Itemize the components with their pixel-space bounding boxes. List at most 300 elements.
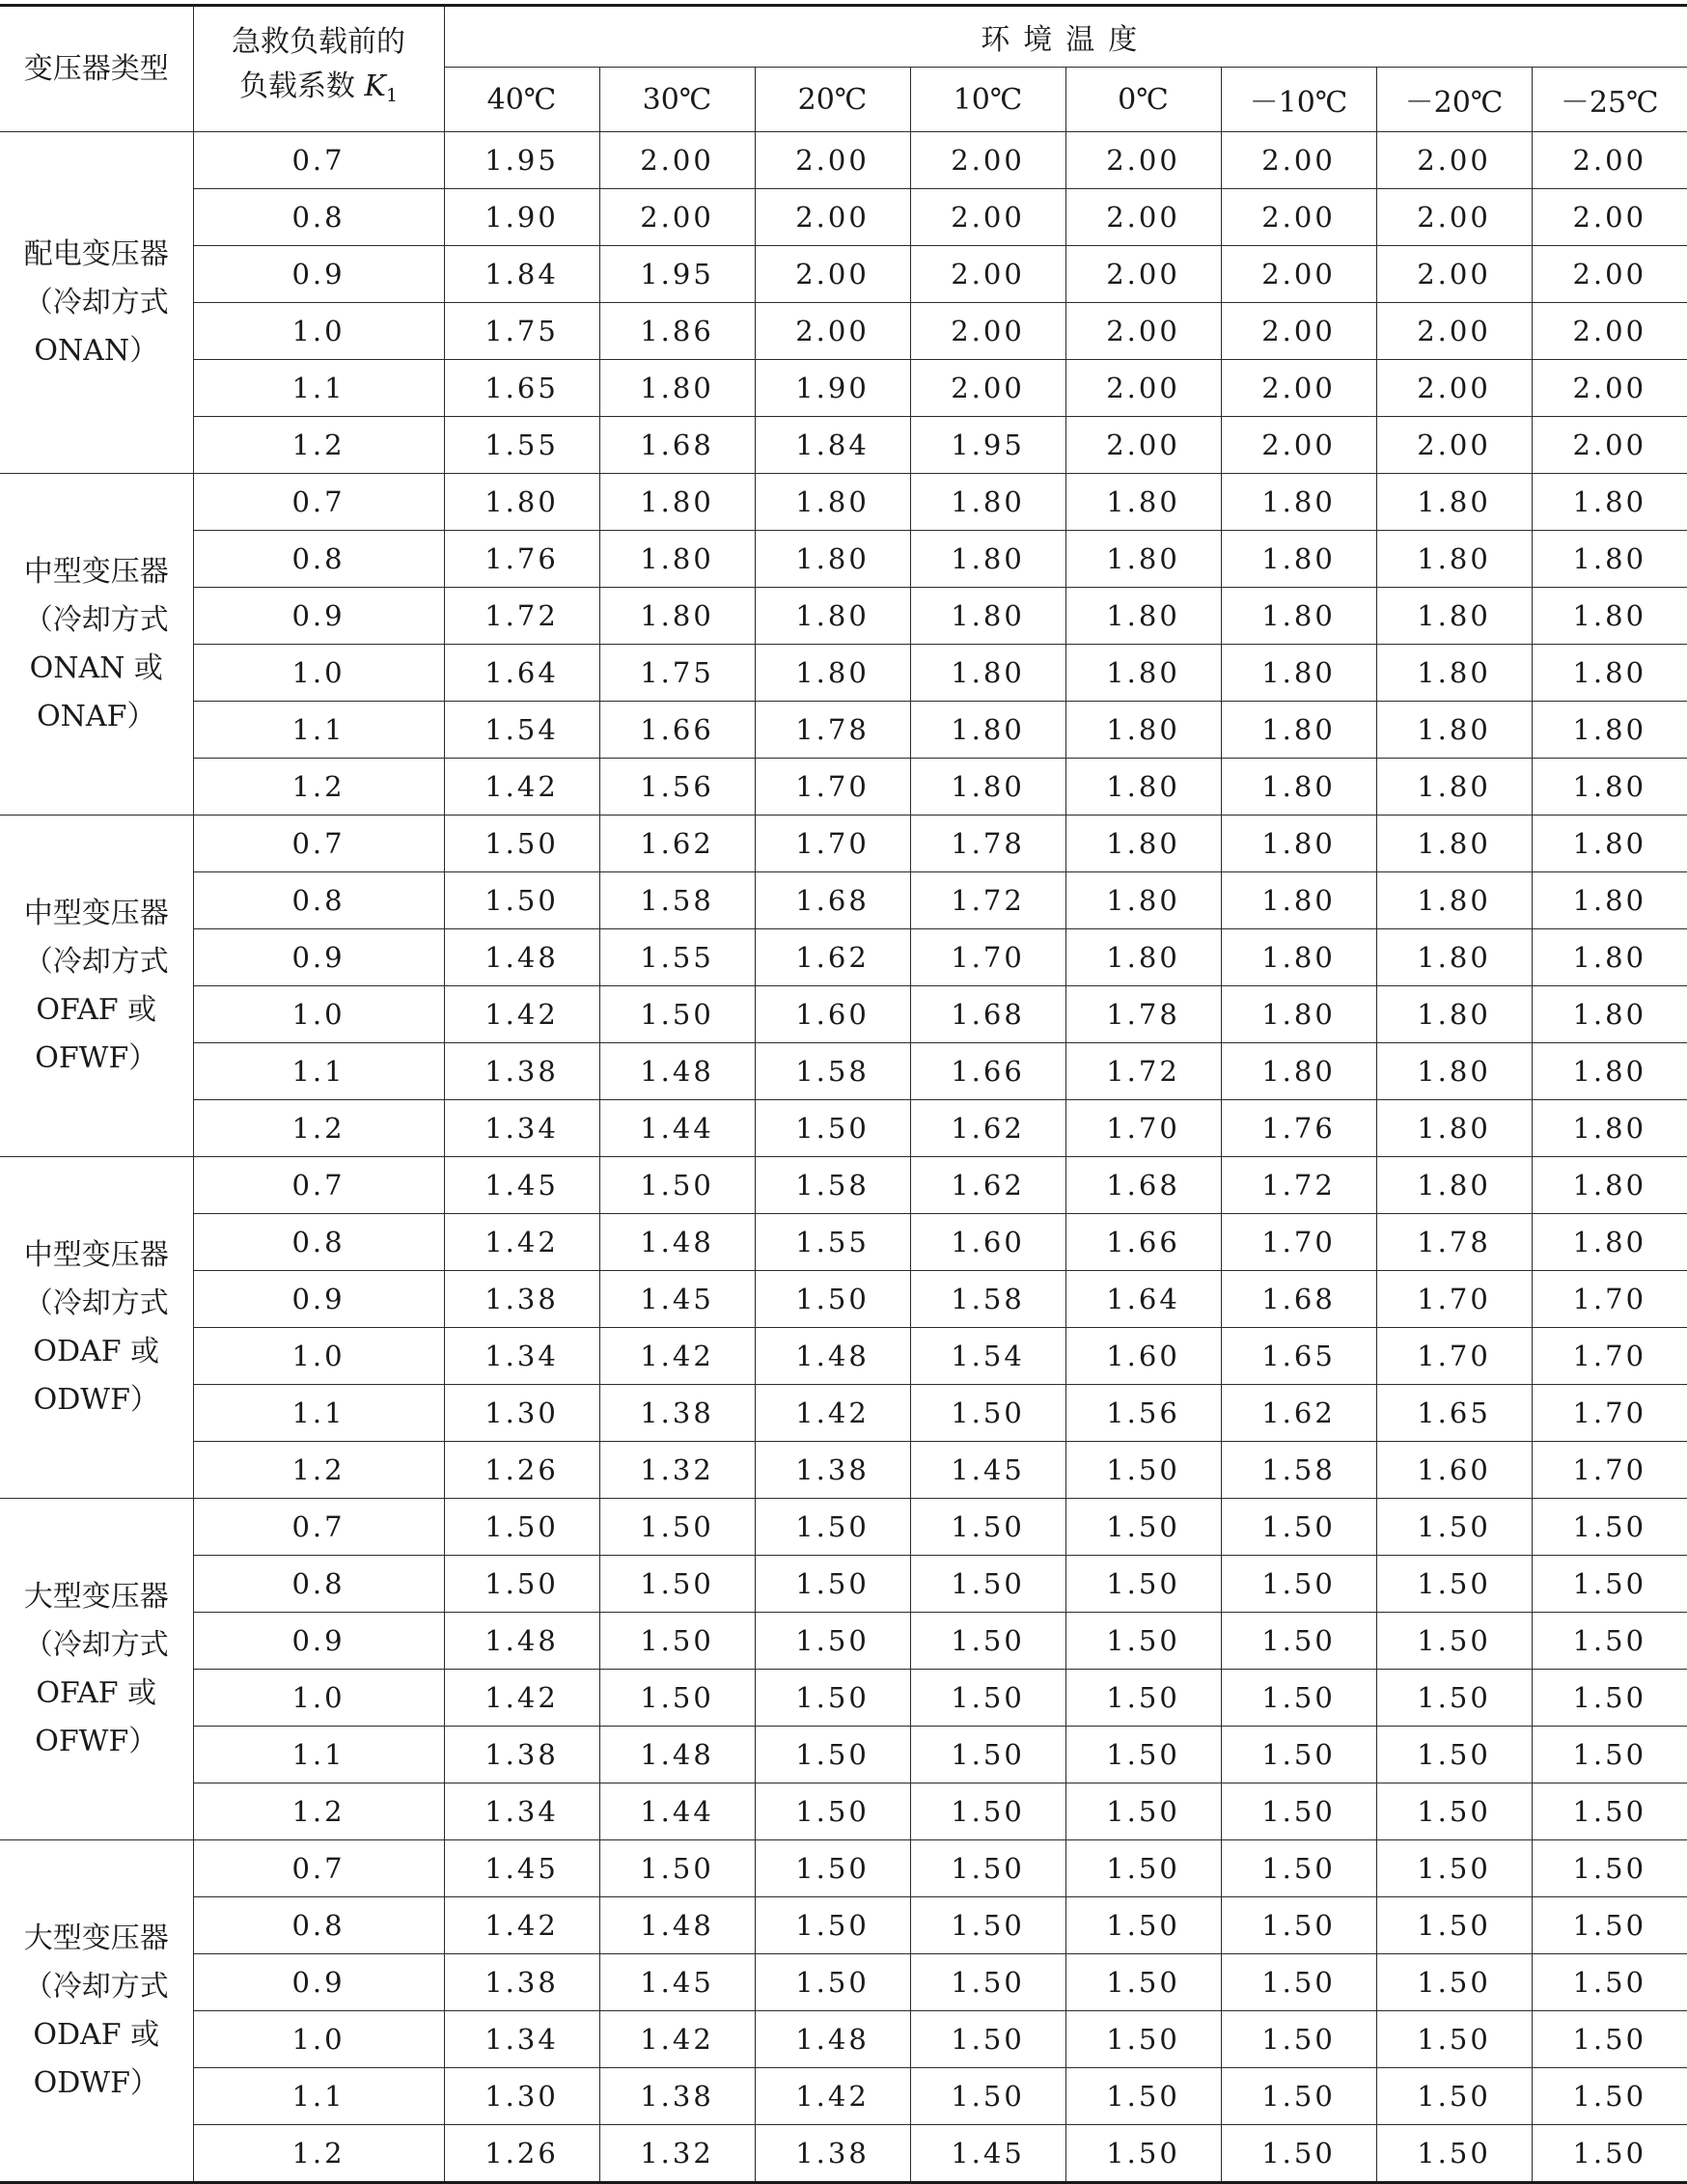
overload-factor-cell: 1.45 xyxy=(599,1954,755,2011)
overload-factor-cell: 2.00 xyxy=(910,303,1065,360)
overload-factor-cell: 1.50 xyxy=(1532,2068,1687,2125)
overload-factor-cell: 1.48 xyxy=(599,1214,755,1271)
transformer-type-header: 变压器类型 xyxy=(0,6,193,132)
overload-factor-cell: 1.50 xyxy=(1532,2011,1687,2068)
overload-factor-cell: 1.50 xyxy=(1065,1556,1221,1613)
overload-factor-cell: 1.50 xyxy=(1221,2125,1376,2183)
table-row xyxy=(0,2011,1687,2068)
load-factor-cell: 1.2 xyxy=(193,759,444,816)
overload-factor-cell: 1.45 xyxy=(910,1442,1065,1499)
overload-factor-cell: 2.00 xyxy=(1065,303,1221,360)
transformer-type-line: 大型变压器 xyxy=(23,1579,169,1614)
transformer-type-line: OFWF） xyxy=(35,1724,158,1758)
transformer-type-cell xyxy=(0,474,193,816)
overload-factor-cell: 1.50 xyxy=(1065,1499,1221,1556)
load-factor-cell: 0.8 xyxy=(193,872,444,929)
transformer-type-line: OFWF） xyxy=(35,1040,158,1075)
overload-factor-cell: 1.70 xyxy=(1065,1100,1221,1157)
load-factor-cell: 0.9 xyxy=(193,1613,444,1670)
overload-factor-cell: 2.00 xyxy=(910,246,1065,303)
overload-factor-cell: 1.42 xyxy=(444,1897,599,1954)
overload-factor-cell: 1.50 xyxy=(755,1100,910,1157)
overload-factor-cell: 1.78 xyxy=(1376,1214,1532,1271)
overload-factor-cell: 1.50 xyxy=(1532,1556,1687,1613)
overload-factor-cell: 1.80 xyxy=(1532,702,1687,759)
overload-factor-cell: 1.48 xyxy=(444,929,599,986)
overload-factor-cell: 1.50 xyxy=(1221,2068,1376,2125)
overload-factor-cell: 2.00 xyxy=(1532,417,1687,474)
table-row xyxy=(0,702,1687,759)
load-factor-cell: 0.9 xyxy=(193,1954,444,2011)
overload-factor-cell: 1.55 xyxy=(444,417,599,474)
overload-factor-cell: 1.68 xyxy=(1065,1157,1221,1214)
overload-factor-cell: 1.50 xyxy=(1221,1897,1376,1954)
overload-factor-cell: 1.70 xyxy=(755,759,910,816)
table-row xyxy=(0,132,1687,189)
overload-factor-cell: 1.80 xyxy=(1532,872,1687,929)
overload-factor-cell: 1.55 xyxy=(599,929,755,986)
load-factor-cell: 0.9 xyxy=(193,588,444,645)
overload-factor-cell: 1.80 xyxy=(1532,588,1687,645)
table-row xyxy=(0,1499,1687,1556)
table-row xyxy=(0,1442,1687,1499)
overload-factor-cell: 1.80 xyxy=(599,531,755,588)
transformer-type-cell xyxy=(0,816,193,1157)
overload-factor-cell: 1.50 xyxy=(1221,1954,1376,2011)
table-row xyxy=(0,759,1687,816)
overload-factor-cell: 1.48 xyxy=(755,1328,910,1385)
overload-factor-cell: 2.00 xyxy=(1221,360,1376,417)
overload-factor-cell: 1.80 xyxy=(1065,588,1221,645)
load-factor-cell: 1.2 xyxy=(193,1100,444,1157)
overload-factor-cell: 1.50 xyxy=(1376,1727,1532,1783)
table-row xyxy=(0,986,1687,1043)
temperature-header-cell: 30℃ xyxy=(599,68,755,132)
overload-factor-cell: 1.50 xyxy=(910,1385,1065,1442)
overload-factor-cell: 1.68 xyxy=(910,986,1065,1043)
overload-factor-cell: 1.50 xyxy=(1221,1556,1376,1613)
table-row xyxy=(0,929,1687,986)
load-factor-cell: 1.1 xyxy=(193,1385,444,1442)
overload-factor-cell: 1.50 xyxy=(755,1840,910,1897)
overload-factor-cell: 2.00 xyxy=(1221,303,1376,360)
overload-factor-cell: 1.50 xyxy=(1376,2125,1532,2183)
overload-factor-cell: 1.50 xyxy=(1376,1840,1532,1897)
overload-factor-cell: 1.50 xyxy=(599,986,755,1043)
load-factor-cell: 0.9 xyxy=(193,1271,444,1328)
overload-factor-cell: 1.80 xyxy=(1065,702,1221,759)
overload-factor-cell: 1.50 xyxy=(910,1670,1065,1727)
overload-factor-cell: 1.80 xyxy=(755,531,910,588)
overload-factor-cell: 1.50 xyxy=(755,1897,910,1954)
overload-factor-cell: 1.50 xyxy=(910,1727,1065,1783)
transformer-type-line: ONAF） xyxy=(37,699,156,733)
overload-factor-cell: 1.50 xyxy=(1221,2011,1376,2068)
load-factor-cell: 1.2 xyxy=(193,2125,444,2183)
overload-factor-cell: 1.50 xyxy=(1532,1783,1687,1840)
overload-factor-cell: 1.50 xyxy=(1065,1897,1221,1954)
overload-factor-cell: 2.00 xyxy=(1376,417,1532,474)
overload-factor-cell: 1.30 xyxy=(444,2068,599,2125)
overload-factor-cell: 1.80 xyxy=(1376,531,1532,588)
load-factor-cell: 1.2 xyxy=(193,1442,444,1499)
overload-factor-cell: 1.58 xyxy=(755,1157,910,1214)
transformer-type-line: （冷却方式 xyxy=(23,944,169,979)
table-row xyxy=(0,645,1687,702)
overload-factor-cell: 1.26 xyxy=(444,1442,599,1499)
load-factor-cell: 1.2 xyxy=(193,1783,444,1840)
overload-factor-cell: 1.50 xyxy=(1376,1499,1532,1556)
table-row xyxy=(0,1157,1687,1214)
overload-factor-cell: 1.38 xyxy=(444,1043,599,1100)
overload-factor-cell: 1.68 xyxy=(1221,1271,1376,1328)
overload-factor-cell: 1.50 xyxy=(1532,1897,1687,1954)
overload-factor-cell: 1.72 xyxy=(910,872,1065,929)
overload-factor-cell: 1.90 xyxy=(755,360,910,417)
table-row xyxy=(0,588,1687,645)
overload-factor-cell: 2.00 xyxy=(910,189,1065,246)
overload-factor-cell: 1.50 xyxy=(1065,2068,1221,2125)
table-row xyxy=(0,1271,1687,1328)
overload-factor-cell: 1.54 xyxy=(910,1328,1065,1385)
overload-factor-cell: 1.95 xyxy=(599,246,755,303)
overload-factor-cell: 2.00 xyxy=(1376,360,1532,417)
overload-factor-cell: 1.58 xyxy=(1221,1442,1376,1499)
overload-factor-cell: 1.50 xyxy=(599,1840,755,1897)
overload-factor-cell: 1.34 xyxy=(444,2011,599,2068)
table-row xyxy=(0,1100,1687,1157)
overload-factor-cell: 1.50 xyxy=(1376,1783,1532,1840)
overload-factor-cell: 1.60 xyxy=(910,1214,1065,1271)
overload-factor-cell: 1.42 xyxy=(599,2011,755,2068)
overload-factor-cell: 1.50 xyxy=(910,2011,1065,2068)
overload-factor-cell: 1.50 xyxy=(755,1954,910,2011)
overload-factor-cell: 1.80 xyxy=(1376,702,1532,759)
overload-factor-cell: 1.65 xyxy=(1376,1385,1532,1442)
overload-factor-cell: 1.50 xyxy=(755,1556,910,1613)
overload-factor-cell: 2.00 xyxy=(1376,246,1532,303)
overload-factor-cell: 1.80 xyxy=(1221,872,1376,929)
overload-factor-cell: 1.80 xyxy=(1221,759,1376,816)
table-row xyxy=(0,531,1687,588)
table-row xyxy=(0,2125,1687,2183)
overload-factor-cell: 1.50 xyxy=(1221,1670,1376,1727)
overload-factor-cell: 1.78 xyxy=(1065,986,1221,1043)
overload-factor-cell: 1.80 xyxy=(1532,1157,1687,1214)
overload-factor-cell: 1.66 xyxy=(1065,1214,1221,1271)
load-factor-cell: 0.7 xyxy=(193,132,444,189)
overload-factor-cell: 1.50 xyxy=(1376,1954,1532,2011)
temperature-header-cell: －25℃ xyxy=(1532,68,1687,132)
transformer-type-cell xyxy=(0,1840,193,2183)
transformer-type-line: ODWF） xyxy=(33,2065,159,2100)
transformer-type-line: 中型变压器 xyxy=(23,896,169,930)
transformer-type-cell xyxy=(0,132,193,474)
overload-factor-cell: 1.50 xyxy=(755,1271,910,1328)
load-factor-cell: 0.7 xyxy=(193,1157,444,1214)
overload-factor-cell: 1.80 xyxy=(1376,872,1532,929)
header-row-top xyxy=(0,6,1687,68)
overload-factor-cell: 1.50 xyxy=(444,1556,599,1613)
overload-factor-cell: 1.80 xyxy=(1376,645,1532,702)
transformer-type-line: ODAF 或 xyxy=(33,1334,160,1368)
overload-factor-cell: 1.50 xyxy=(1065,1840,1221,1897)
overload-factor-cell: 1.68 xyxy=(755,872,910,929)
transformer-type-line: （冷却方式 xyxy=(23,1969,169,2004)
transformer-type-line: OFAF 或 xyxy=(36,992,157,1027)
overload-factor-cell: 1.42 xyxy=(444,986,599,1043)
overload-factor-cell: 1.50 xyxy=(1065,1954,1221,2011)
overload-factor-cell: 1.80 xyxy=(1221,474,1376,531)
overload-factor-cell: 2.00 xyxy=(755,246,910,303)
overload-factor-cell: 1.80 xyxy=(1376,588,1532,645)
overload-factor-cell: 1.50 xyxy=(599,1556,755,1613)
overload-factor-cell: 1.50 xyxy=(1065,1670,1221,1727)
overload-factor-cell: 1.66 xyxy=(910,1043,1065,1100)
overload-factor-cell: 1.50 xyxy=(1532,1670,1687,1727)
overload-factor-cell: 1.30 xyxy=(444,1385,599,1442)
overload-factor-cell: 2.00 xyxy=(1221,132,1376,189)
overload-factor-cell: 1.38 xyxy=(755,1442,910,1499)
transformer-type-line: （冷却方式 xyxy=(23,602,169,637)
load-factor-header-line2: 负载系数 xyxy=(238,69,355,103)
overload-factor-cell: 1.48 xyxy=(755,2011,910,2068)
overload-factor-cell: 1.58 xyxy=(910,1271,1065,1328)
transformer-type-line: ODWF） xyxy=(33,1382,159,1417)
load-factor-cell: 1.1 xyxy=(193,2068,444,2125)
overload-factor-cell: 1.50 xyxy=(1221,1613,1376,1670)
overload-factor-cell: 2.00 xyxy=(1221,246,1376,303)
overload-factor-cell: 1.80 xyxy=(1376,816,1532,872)
overload-factor-cell: 1.65 xyxy=(1221,1328,1376,1385)
overload-factor-cell: 2.00 xyxy=(1065,417,1221,474)
table-row xyxy=(0,303,1687,360)
overload-factor-cell: 1.58 xyxy=(755,1043,910,1100)
table-row xyxy=(0,1670,1687,1727)
overload-factor-cell: 1.56 xyxy=(599,759,755,816)
overload-factor-cell: 1.50 xyxy=(1376,1670,1532,1727)
overload-factor-cell: 1.50 xyxy=(1376,1556,1532,1613)
overload-factor-cell: 1.48 xyxy=(599,1043,755,1100)
overload-factor-cell: 1.84 xyxy=(755,417,910,474)
load-factor-cell: 0.9 xyxy=(193,929,444,986)
overload-factor-cell: 1.64 xyxy=(444,645,599,702)
overload-factor-cell: 1.80 xyxy=(755,474,910,531)
overload-factor-cell: 1.45 xyxy=(444,1157,599,1214)
overload-factor-cell: 1.80 xyxy=(1221,1043,1376,1100)
overload-factor-cell: 1.50 xyxy=(1376,2011,1532,2068)
load-factor-cell: 0.7 xyxy=(193,816,444,872)
overload-factor-cell: 1.70 xyxy=(1532,1271,1687,1328)
overload-factor-cell: 1.80 xyxy=(1065,474,1221,531)
overload-factor-cell: 2.00 xyxy=(599,132,755,189)
overload-factor-cell: 1.50 xyxy=(1065,2125,1221,2183)
overload-factor-cell: 1.70 xyxy=(1376,1271,1532,1328)
overload-factor-cell: 1.64 xyxy=(1065,1271,1221,1328)
overload-factor-cell: 1.75 xyxy=(599,645,755,702)
overload-factor-cell: 1.80 xyxy=(755,645,910,702)
overload-factor-cell: 1.95 xyxy=(910,417,1065,474)
overload-factor-cell: 1.68 xyxy=(599,417,755,474)
overload-factor-cell: 1.50 xyxy=(1221,1499,1376,1556)
load-factor-subscript: 1 xyxy=(385,85,399,106)
load-factor-cell: 1.0 xyxy=(193,1328,444,1385)
overload-factor-cell: 1.80 xyxy=(1532,1214,1687,1271)
table-row xyxy=(0,246,1687,303)
overload-factor-cell: 1.50 xyxy=(1532,1613,1687,1670)
table-row xyxy=(0,1043,1687,1100)
overload-factor-cell: 1.38 xyxy=(599,2068,755,2125)
load-factor-cell: 1.0 xyxy=(193,1670,444,1727)
overload-factor-cell: 1.80 xyxy=(1376,1157,1532,1214)
overload-factor-cell: 1.50 xyxy=(1532,1840,1687,1897)
transformer-type-line: 大型变压器 xyxy=(23,1921,169,1955)
overload-factor-cell: 1.80 xyxy=(1376,986,1532,1043)
overload-factor-cell: 1.80 xyxy=(1065,816,1221,872)
overload-factor-cell: 1.80 xyxy=(1221,816,1376,872)
overload-factor-cell: 1.80 xyxy=(1065,759,1221,816)
overload-factor-cell: 1.75 xyxy=(444,303,599,360)
overload-factor-cell: 1.80 xyxy=(1376,1100,1532,1157)
temperature-header-cell: 10℃ xyxy=(910,68,1065,132)
overload-factor-cell: 1.84 xyxy=(444,246,599,303)
overload-factor-cell: 1.80 xyxy=(1532,531,1687,588)
table-row xyxy=(0,189,1687,246)
transformer-type-line: ONAN 或 xyxy=(29,650,163,685)
overload-factor-cell: 1.42 xyxy=(444,1670,599,1727)
overload-factor-cell: 1.38 xyxy=(444,1954,599,2011)
overload-factor-cell: 1.50 xyxy=(444,872,599,929)
overload-factor-cell: 1.62 xyxy=(910,1157,1065,1214)
load-factor-cell: 1.1 xyxy=(193,1727,444,1783)
overload-factor-cell: 2.00 xyxy=(1221,417,1376,474)
table-row xyxy=(0,2068,1687,2125)
overload-factor-cell: 1.80 xyxy=(1221,588,1376,645)
load-factor-header xyxy=(193,6,444,132)
load-factor-header-line1: 急救负载前的 xyxy=(232,25,405,59)
transformer-type-cell xyxy=(0,1499,193,1840)
overload-factor-cell: 2.00 xyxy=(1065,360,1221,417)
load-factor-cell: 0.8 xyxy=(193,1897,444,1954)
overload-factor-cell: 1.70 xyxy=(755,816,910,872)
overload-factor-cell: 1.50 xyxy=(910,1613,1065,1670)
overload-factor-cell: 1.34 xyxy=(444,1328,599,1385)
overload-factor-cell: 1.50 xyxy=(1376,2068,1532,2125)
overload-factor-cell: 1.80 xyxy=(1532,1043,1687,1100)
overload-factor-cell: 1.60 xyxy=(1376,1442,1532,1499)
temperature-header-cell: 0℃ xyxy=(1065,68,1221,132)
overload-factor-cell: 2.00 xyxy=(1376,303,1532,360)
overload-factor-cell: 2.00 xyxy=(1532,303,1687,360)
overload-factor-cell: 1.50 xyxy=(444,816,599,872)
overload-factor-cell: 1.48 xyxy=(444,1613,599,1670)
overload-factor-cell: 1.50 xyxy=(1065,2011,1221,2068)
overload-factor-cell: 1.34 xyxy=(444,1100,599,1157)
overload-factor-cell: 1.80 xyxy=(910,702,1065,759)
table-row xyxy=(0,474,1687,531)
table-row xyxy=(0,1556,1687,1613)
overload-factor-cell: 1.50 xyxy=(910,1954,1065,2011)
load-factor-cell: 1.1 xyxy=(193,702,444,759)
overload-factor-cell: 1.50 xyxy=(599,1670,755,1727)
overload-factor-cell: 1.65 xyxy=(444,360,599,417)
overload-factor-cell: 1.80 xyxy=(1065,645,1221,702)
overload-factor-cell: 2.00 xyxy=(1376,132,1532,189)
overload-factor-cell: 1.50 xyxy=(910,1783,1065,1840)
overload-factor-cell: 1.42 xyxy=(444,759,599,816)
overload-factor-cell: 1.76 xyxy=(444,531,599,588)
overload-factor-cell: 1.32 xyxy=(599,1442,755,1499)
table-row xyxy=(0,872,1687,929)
table-row xyxy=(0,1214,1687,1271)
overload-factor-cell: 1.80 xyxy=(910,645,1065,702)
overload-factor-cell: 1.50 xyxy=(755,1670,910,1727)
overload-factor-cell: 1.80 xyxy=(1221,702,1376,759)
overload-factor-cell: 1.48 xyxy=(599,1727,755,1783)
overload-factor-cell: 1.55 xyxy=(755,1214,910,1271)
load-factor-cell: 1.0 xyxy=(193,303,444,360)
transformer-type-line: 中型变压器 xyxy=(23,1237,169,1272)
overload-factor-cell: 1.56 xyxy=(1065,1385,1221,1442)
load-factor-cell: 0.9 xyxy=(193,246,444,303)
overload-factor-cell: 1.80 xyxy=(1376,759,1532,816)
overload-factor-cell: 2.00 xyxy=(1065,189,1221,246)
overload-factor-cell: 1.80 xyxy=(1221,986,1376,1043)
overload-factor-cell: 1.50 xyxy=(910,1840,1065,1897)
transformer-type-line: 配电变压器 xyxy=(23,236,169,271)
overload-factor-cell: 1.44 xyxy=(599,1100,755,1157)
overload-factor-cell: 1.50 xyxy=(1376,1897,1532,1954)
transformer-type-line: （冷却方式 xyxy=(23,1286,169,1320)
overload-factor-cell: 2.00 xyxy=(1532,360,1687,417)
overload-factor-cell: 1.50 xyxy=(755,1499,910,1556)
overload-factor-cell: 1.80 xyxy=(1221,531,1376,588)
overload-factor-cell: 2.00 xyxy=(1221,189,1376,246)
overload-factor-cell: 1.45 xyxy=(599,1271,755,1328)
load-factor-cell: 0.7 xyxy=(193,474,444,531)
overload-factor-cell: 1.80 xyxy=(910,474,1065,531)
overload-factor-cell: 1.70 xyxy=(1376,1328,1532,1385)
overload-factor-cell: 2.00 xyxy=(1065,246,1221,303)
table-body xyxy=(0,132,1687,2183)
overload-factor-cell: 1.50 xyxy=(444,1499,599,1556)
overload-factor-cell: 1.50 xyxy=(1065,1442,1221,1499)
overload-factor-cell: 1.66 xyxy=(599,702,755,759)
overload-factor-cell: 1.38 xyxy=(755,2125,910,2183)
overload-factor-cell: 1.50 xyxy=(910,1897,1065,1954)
table-row xyxy=(0,1727,1687,1783)
overload-factor-cell: 1.50 xyxy=(1065,1783,1221,1840)
overload-factor-cell: 1.80 xyxy=(1376,1043,1532,1100)
temperature-header-cell: －20℃ xyxy=(1376,68,1532,132)
overload-factor-cell: 1.80 xyxy=(599,588,755,645)
overload-factor-cell: 1.60 xyxy=(755,986,910,1043)
table-row xyxy=(0,360,1687,417)
overload-factor-cell: 1.70 xyxy=(1532,1385,1687,1442)
overload-factor-cell: 1.72 xyxy=(1065,1043,1221,1100)
overload-factor-cell: 1.50 xyxy=(1221,1783,1376,1840)
overload-factor-cell: 1.50 xyxy=(755,1783,910,1840)
overload-factor-cell: 1.45 xyxy=(444,1840,599,1897)
overload-factor-cell: 1.50 xyxy=(1221,1727,1376,1783)
load-factor-cell: 1.1 xyxy=(193,360,444,417)
overload-factor-cell: 1.62 xyxy=(1221,1385,1376,1442)
load-factor-cell: 1.1 xyxy=(193,1043,444,1100)
overload-factor-cell: 1.80 xyxy=(1532,816,1687,872)
overload-factor-cell: 1.80 xyxy=(1221,645,1376,702)
overload-factor-cell: 1.42 xyxy=(444,1214,599,1271)
overload-factor-cell: 1.50 xyxy=(599,1499,755,1556)
